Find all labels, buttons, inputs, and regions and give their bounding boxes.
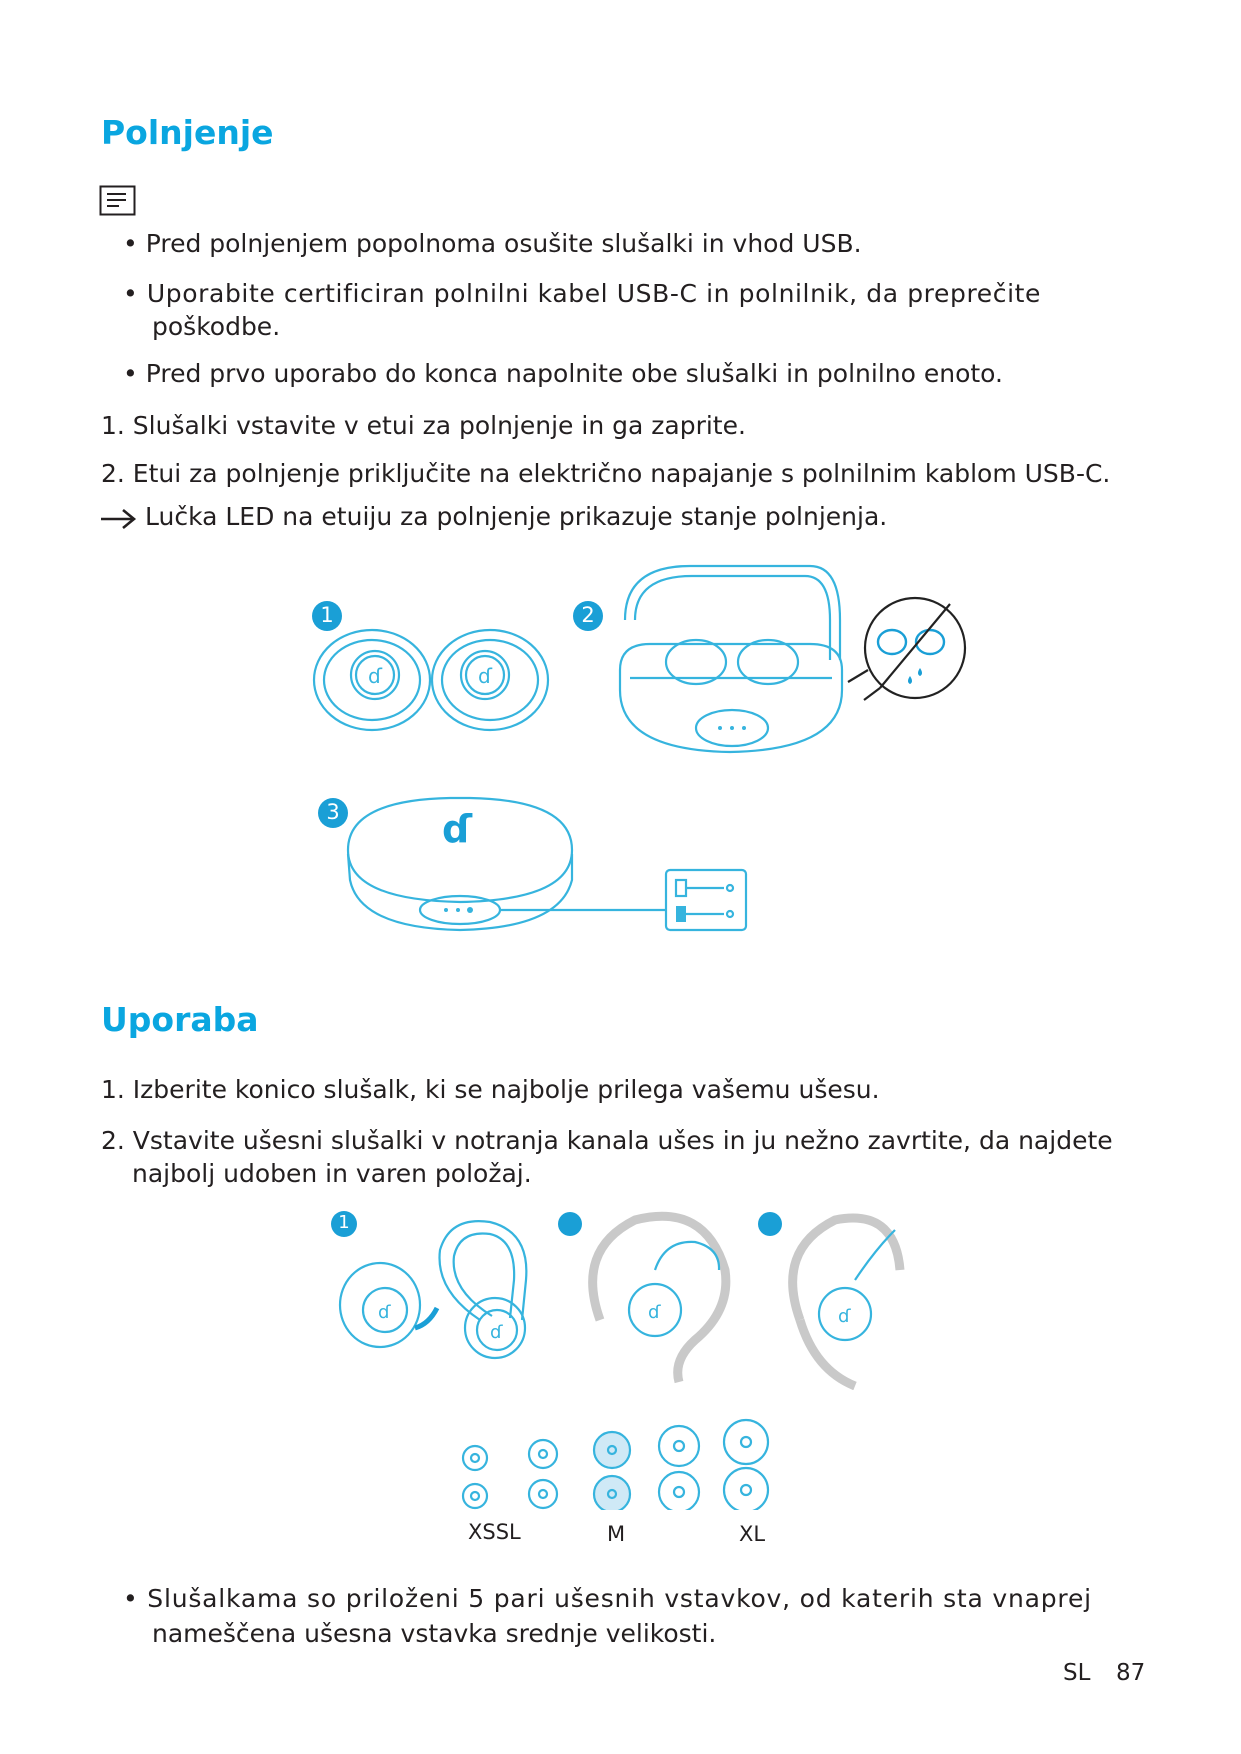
usage-step-2-continuation: najbolj udoben in varen položaj.	[132, 1159, 532, 1188]
note-item: • Uporabite certificiran polnilni kabel USB-C in polnilnik, da preprečite	[123, 279, 1042, 308]
tip-label-m: M	[607, 1522, 626, 1546]
figure-marker-1-label: 1	[320, 603, 334, 627]
note-text: Uporabite certificiran polnilni kabel USB-C in polnilnik, da preprečite	[146, 279, 1042, 308]
tip-label-xl: XL	[739, 1522, 766, 1546]
closed-case-illustration	[340, 790, 760, 940]
step-1: 1. Slušalki vstavite v etui za polnjenje in ga zaprite.	[101, 411, 746, 440]
svg-text:ɗ: ɗ	[442, 807, 473, 851]
svg-text:ɗ: ɗ	[490, 1322, 503, 1343]
section-title-charging: Polnjenje	[101, 113, 274, 152]
note-text: Pred polnjenjem popolnoma osušite slušalki in vhod USB.	[145, 229, 862, 258]
ear-fit-illustration	[555, 1210, 905, 1390]
tips-note-continuation: nameščena ušesna vstavka srednje velikosti.	[152, 1619, 717, 1648]
svg-text:ɗ: ɗ	[378, 1302, 391, 1323]
tips-note: • Slušalkama so priloženi 5 pari ušesnih vstavkov, od katerih sta vnaprej	[123, 1584, 1092, 1613]
step-2: 2. Etui za polnjenje priključite na električno napajanje s polnilnim kablom USB-C.	[101, 459, 1111, 488]
figure-marker-usage-1-label: 1	[338, 1212, 350, 1233]
footer-language: SL	[1063, 1660, 1091, 1686]
note-icon	[99, 185, 137, 217]
note-continuation: poškodbe.	[152, 312, 281, 341]
svg-text:ɗ: ɗ	[478, 664, 492, 688]
svg-text:ɗ: ɗ	[838, 1306, 851, 1327]
svg-text:ɗ: ɗ	[648, 1302, 661, 1323]
note-item: • Pred prvo uporabo do konca napolnite obe slušalki in polnilno enoto.	[123, 359, 1003, 388]
arrow-right-icon	[99, 506, 139, 530]
page-number: 87	[1116, 1660, 1146, 1686]
tips-note-text: Slušalkama so priloženi 5 pari ušesnih vstavkov, od katerih sta vnaprej	[147, 1584, 1092, 1613]
open-case-illustration	[610, 560, 970, 760]
figure-marker-2-label: 2	[581, 603, 595, 627]
tip-label-xssl: XSSL	[468, 1520, 521, 1544]
note-item: • Pred polnjenjem popolnoma osušite slušalki in vhod USB.	[123, 229, 862, 258]
figure-marker-3-label: 3	[326, 800, 340, 824]
usage-step-1: 1. Izberite konico slušalk, ki se najbolje prilega vašemu ušesu.	[101, 1075, 880, 1104]
ear-tips-illustration	[455, 1400, 785, 1510]
note-text: Pred prvo uporabo do konca napolnite obe slušalki in polnilno enoto.	[145, 359, 1003, 388]
svg-text:ɗ: ɗ	[368, 664, 382, 688]
result-text: Lučka LED na etuiju za polnjenje prikazuje stanje polnjenja.	[145, 502, 888, 531]
earbud-hook-illustration	[330, 1210, 560, 1370]
section-title-usage: Uporaba	[101, 1000, 259, 1039]
usage-step-2: 2. Vstavite ušesni slušalki v notranja kanala ušes in ju nežno zavrtite, da najdete	[101, 1126, 1113, 1155]
